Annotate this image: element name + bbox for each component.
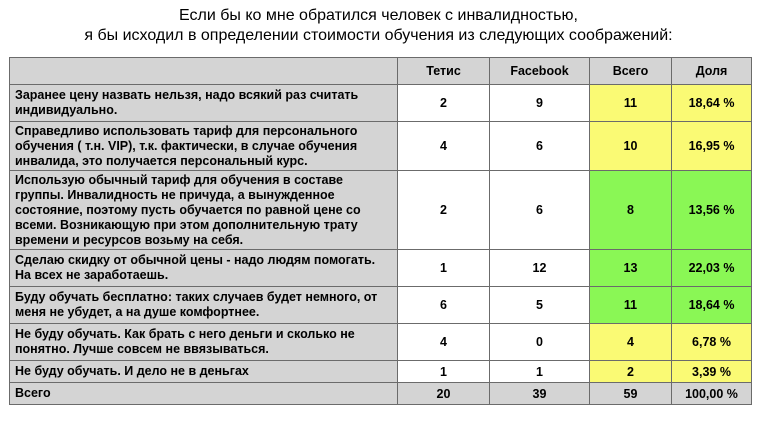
- cell-share: 3,39 %: [672, 361, 752, 383]
- totals-label: Всего: [10, 383, 398, 405]
- cell-total: 10: [590, 122, 672, 171]
- cell-total: 13: [590, 250, 672, 287]
- cell-tetis: 1: [398, 361, 490, 383]
- cell-total: 11: [590, 85, 672, 122]
- cell-tetis: 4: [398, 122, 490, 171]
- table-row: [10, 287, 752, 324]
- row-label: Использую обычный тариф для обучения в составе группы. Инвалидность не причуда, а вынужденное состояние, поэтому пусть обучается по равной цене со всеми. Возникающую при этом дополнительную трату времени и ресурсов возьму на себя.: [10, 171, 398, 250]
- cell-tetis: 1: [398, 250, 490, 287]
- row-label: Буду обучать бесплатно: таких случаев будет немного, от меня не убудет, а на душе комфортнее.: [10, 287, 398, 324]
- cell-facebook: 6: [490, 171, 590, 250]
- cell-tetis: 6: [398, 287, 490, 324]
- header-row: [10, 58, 752, 85]
- cell-share: 16,95 %: [672, 122, 752, 171]
- header-total: Всего: [590, 58, 672, 85]
- cell-tetis: 4: [398, 324, 490, 361]
- table-body: [10, 85, 752, 405]
- cell-total: 11: [590, 287, 672, 324]
- cell-facebook: 0: [490, 324, 590, 361]
- cell-share: 18,64 %: [672, 85, 752, 122]
- table-row: [10, 171, 752, 250]
- header-tetis: Тетис: [398, 58, 490, 85]
- cell-total: 8: [590, 171, 672, 250]
- cell-facebook: 1: [490, 361, 590, 383]
- row-label: Не буду обучать. Как брать с него деньги и сколько не понятно. Лучше совсем не ввязываться.: [10, 324, 398, 361]
- survey-table: [9, 57, 752, 405]
- cell-share: 18,64 %: [672, 287, 752, 324]
- table-row: [10, 324, 752, 361]
- table-row: [10, 85, 752, 122]
- cell-share: 13,56 %: [672, 171, 752, 250]
- cell-share: 22,03 %: [672, 250, 752, 287]
- row-label: Заранее цену назвать нельзя, надо всякий раз считать индивидуально.: [10, 85, 398, 122]
- row-label: Не буду обучать. И дело не в деньгах: [10, 361, 398, 383]
- cell-total: 2: [590, 361, 672, 383]
- cell-facebook: 5: [490, 287, 590, 324]
- table-row: [10, 361, 752, 383]
- header-empty: [10, 58, 398, 85]
- chart-title-line-2: я бы исходил в определении стоимости обучения из следующих соображений:: [84, 27, 673, 44]
- cell-tetis: 2: [398, 85, 490, 122]
- totals-total: 59: [590, 383, 672, 405]
- header-share: Доля: [672, 58, 752, 85]
- totals-facebook: 39: [490, 383, 590, 405]
- chart-title-line-1: Если бы ко мне обратился человек с инвалидностью,: [179, 7, 578, 24]
- table-row: [10, 250, 752, 287]
- totals-tetis: 20: [398, 383, 490, 405]
- totals-share: 100,00 %: [672, 383, 752, 405]
- cell-facebook: 6: [490, 122, 590, 171]
- row-label: Сделаю скидку от обычной цены - надо людям помогать. На всех не заработаешь.: [10, 250, 398, 287]
- cell-share: 6,78 %: [672, 324, 752, 361]
- cell-tetis: 2: [398, 171, 490, 250]
- table-row: [10, 122, 752, 171]
- row-label: Справедливо использовать тариф для персонального обучения ( т.н. VIP), т.к. фактически, в случае обучения инвалида, это получается персональный курс.: [10, 122, 398, 171]
- chart-title: [0, 6, 757, 46]
- cell-facebook: 9: [490, 85, 590, 122]
- cell-total: 4: [590, 324, 672, 361]
- header-facebook: Facebook: [490, 58, 590, 85]
- cell-facebook: 12: [490, 250, 590, 287]
- totals-row: [10, 383, 752, 405]
